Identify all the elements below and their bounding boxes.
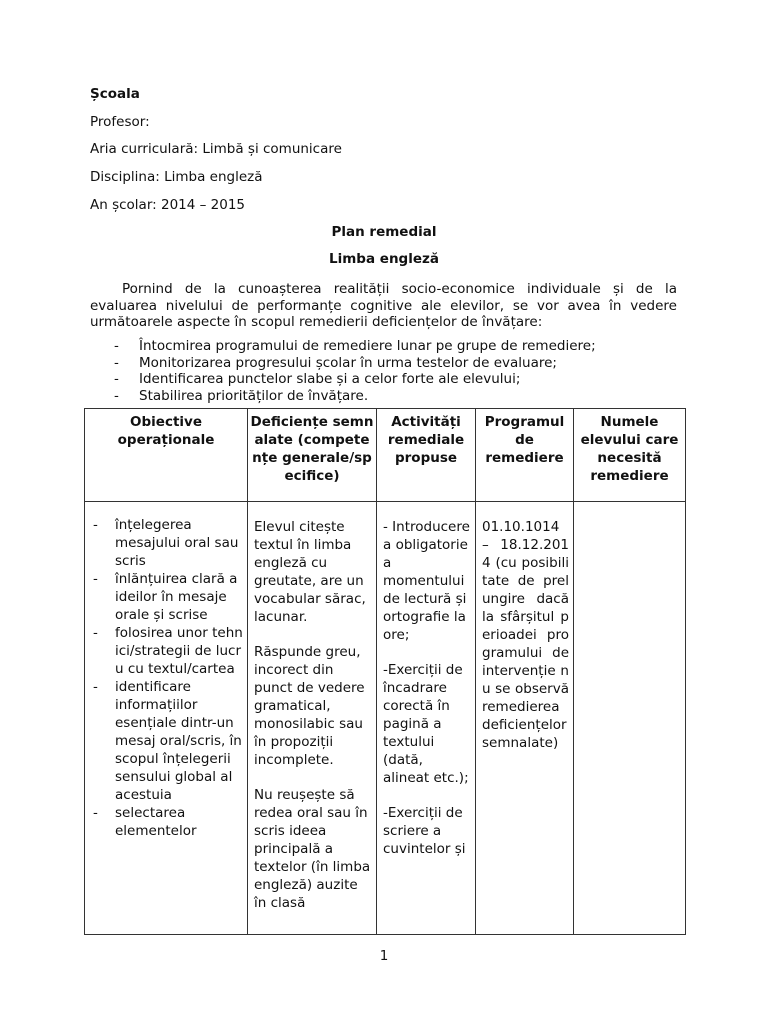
aspects-list (90, 338, 680, 404)
activity-text: - Introducere a obligatorie a momentului de lectură și ortografie la ore; (383, 519, 470, 643)
activity-text: -Exerciții de încadrare corectă în pagină a textului (dată, alineat etc.); (383, 662, 469, 786)
page-title: Plan remedial (331, 224, 437, 240)
header-objectives: Obiective operaționale (85, 409, 248, 502)
list-item: - Monitorizarea progresului școlar în urma testelor de evaluare; (114, 354, 557, 371)
list-item: - înlănțuirea clară a ideilor în mesaje orale și scrise (93, 571, 238, 623)
header-student-name: Numele elevului care necesită remediere (574, 409, 686, 502)
list-item: - Întocmirea programului de remediere lunar pe grupe de remediere; (114, 338, 596, 354)
table-row (85, 502, 686, 935)
header-deficiencies: Deficiențe semnalate (competențe generale/specifice) (248, 409, 377, 502)
remedial-plan-table (84, 408, 686, 935)
school-year: An școlar: 2014 – 2015 (90, 197, 246, 213)
cell-schedule (476, 502, 574, 935)
list-item: - folosirea unor tehnici/strategii de lucru cu textul/cartea (93, 625, 243, 677)
page-subtitle: Limba engleză (329, 251, 439, 267)
header-schedule: Programul de remediere (476, 409, 574, 502)
list-item: - Stabilirea priorităților de învățare. (114, 387, 369, 404)
cell-objectives (85, 502, 248, 935)
deficiency-text: Elevul citește textul în limba engleză cu greutate, are un vocabular sărac, lacunar. (254, 519, 366, 625)
deficiency-text: Nu reușește să redea oral sau în scris ideea principală a textelor (în limba engleză) auzite în clasă (254, 787, 371, 911)
cell-student-name (574, 502, 686, 935)
activity-text: -Exerciții de scriere a cuvintelor și (383, 805, 466, 857)
teacher-label: Profesor: (90, 114, 150, 130)
cell-deficiencies (248, 502, 377, 935)
schedule-text: 01.10.1014 – 18.12.2014 (cu posibilitate de prelungire dacă la sfârșitul perioadei programului de intervenție nu se observă remedierea deficiențelor semnalate) (482, 519, 569, 751)
list-item: - înțelegerea mesajului oral sau scris (93, 517, 239, 569)
list-item: - identificare informațiilor esențiale dintr-un mesaj oral/scris, în scopul înțelegerii sensului global al acestuia (93, 679, 242, 803)
page-number: 1 (379, 948, 389, 964)
discipline: Disciplina: Limba engleză (90, 169, 263, 185)
school-label: Școala (90, 86, 140, 102)
list-item: - Identificarea punctelor slabe și a celor forte ale elevului; (114, 371, 521, 387)
table-header-row (85, 409, 686, 502)
list-item: - selectarea elementelor (93, 805, 197, 839)
header-activities: Activități remediale propuse (377, 409, 476, 502)
deficiency-text: Răspunde greu, incorect din punct de vedere gramatical, monosilabic sau în propoziții incomplete. (254, 644, 365, 768)
curricular-area: Aria curriculară: Limbă și comunicare (90, 141, 342, 157)
cell-activities (377, 502, 476, 935)
intro-paragraph: Pornind de la cunoașterea realității socio-economice individuale și de la evaluarea nivelului de performanțe cognitive ale elevilor, se vor avea în vedere următoarele aspecte în scopul remedierii deficiențelor de învățare: (90, 281, 677, 330)
